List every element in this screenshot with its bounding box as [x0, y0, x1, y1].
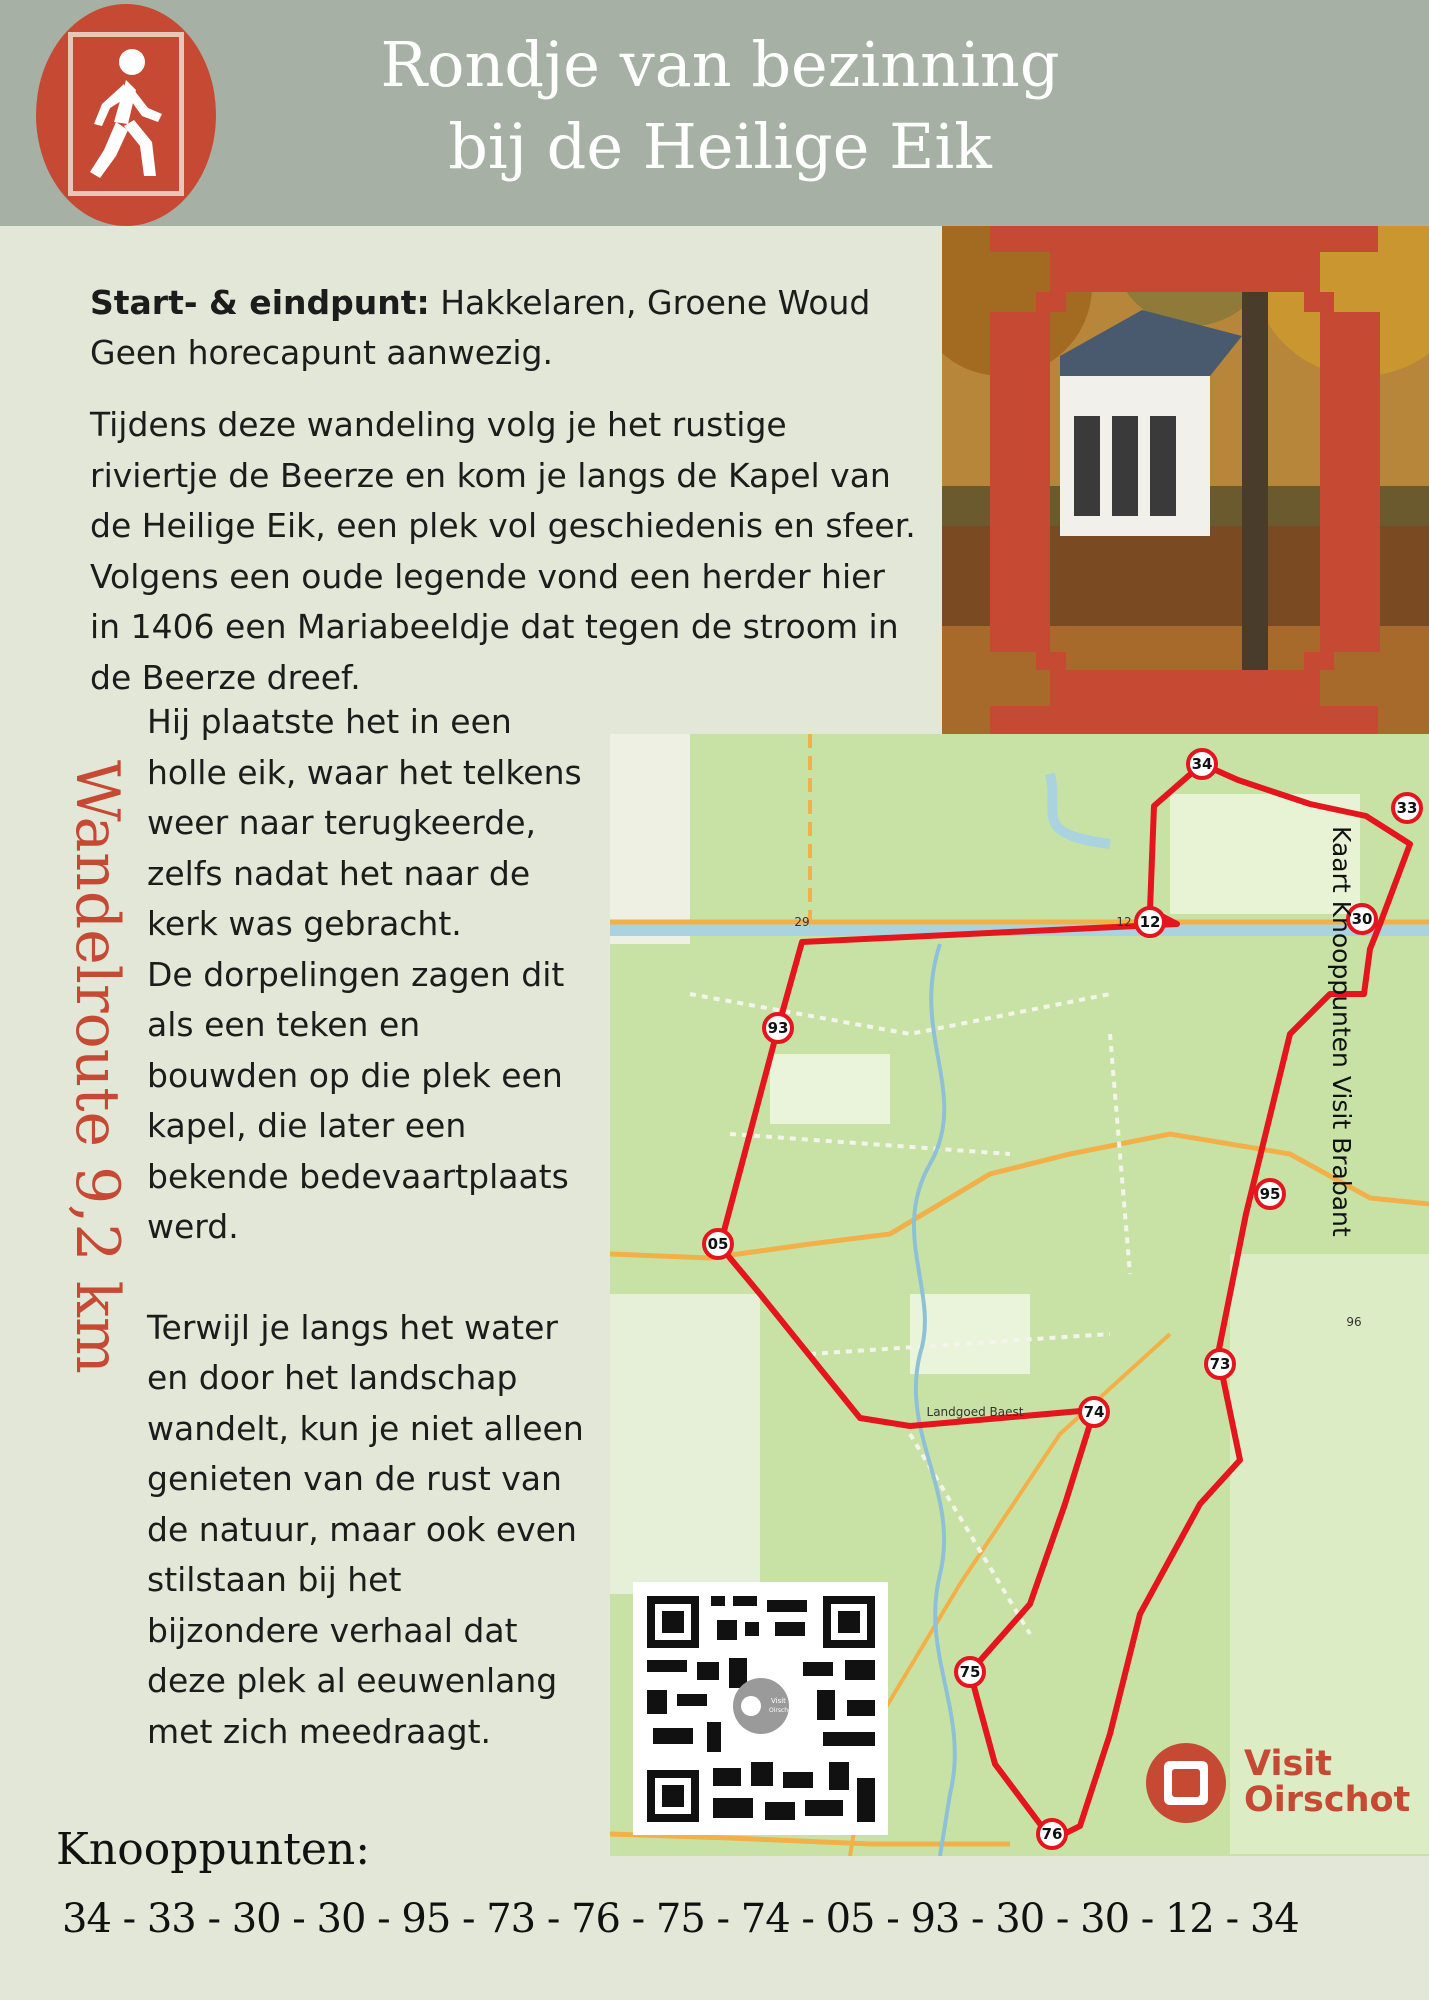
node-34	[1188, 750, 1216, 778]
map-caption: Kaart Knooppunten Visit Brabant	[1327, 826, 1356, 1237]
visit-oirschot-logo	[1146, 1741, 1411, 1831]
small-label-12: 12	[1116, 915, 1132, 929]
story-paragraph-2: Hij plaatste het in een holle eik, waar het telkens weer naar terugkeerde, zelfs nadat het naar de kerk was gebracht. De dorpelingen zagen dit als een teken en bouwden op die plek een kapel, die later een bekende bedevaartplaats werd.	[147, 702, 582, 1246]
title-line-1: Rondje van bezinning	[380, 28, 1060, 101]
visit-oirschot-icon	[1146, 1743, 1226, 1823]
node-76	[1038, 1820, 1066, 1848]
node-93	[764, 1014, 792, 1042]
svg-text:76: 76	[1041, 1825, 1063, 1843]
header-banner	[0, 0, 1429, 226]
svg-text:12: 12	[1139, 913, 1161, 931]
node-05	[704, 1230, 732, 1258]
svg-text:73: 73	[1209, 1355, 1231, 1373]
page-title	[330, 24, 1110, 188]
node-12	[1136, 908, 1164, 936]
svg-text:75: 75	[959, 1663, 981, 1681]
svg-text:34: 34	[1191, 755, 1213, 773]
knooppunten-sequence: 34 - 33 - 30 - 30 - 95 - 73 - 76 - 75 - 74 - 05 - 93 - 30 - 30 - 12 - 34	[62, 1896, 1299, 1942]
node-33	[1393, 794, 1421, 822]
brand-line-2: Oirschot	[1244, 1780, 1411, 1820]
start-point	[90, 278, 910, 328]
svg-text:93: 93	[767, 1019, 789, 1037]
intro-block	[90, 278, 910, 378]
story-paragraph-3: Terwijl je langs het water en door het landschap wandelt, kun je niet alleen genieten van de rust van de natuur, maar ook even stilstaan bij het bijzondere verhaal dat deze plek al eeuwenlang met zich meedraagt.	[147, 1307, 584, 1751]
brand-line-1: Visit	[1244, 1744, 1333, 1784]
knooppunten-heading: Knooppunten:	[56, 1824, 371, 1875]
qr-code[interactable]	[633, 1582, 888, 1835]
svg-text:33: 33	[1396, 799, 1418, 817]
start-value: Hakkelaren, Groene Woud	[429, 283, 871, 322]
node-73	[1206, 1350, 1234, 1378]
svg-text:30: 30	[1351, 910, 1373, 928]
start-label: Start- & eindpunt:	[90, 283, 430, 322]
svg-text:95: 95	[1259, 1185, 1281, 1203]
node-74	[1080, 1398, 1108, 1426]
story-column	[147, 697, 607, 1757]
qr-center-oirschot: Oirschot	[769, 1707, 795, 1714]
small-label-96: 96	[1346, 1315, 1362, 1329]
route-distance-label: Wandelroute 9,2 km	[62, 760, 132, 1374]
small-label-29: 29	[794, 915, 810, 929]
walking-person-icon	[74, 46, 178, 186]
svg-text:05: 05	[707, 1235, 729, 1253]
story-paragraph-1: Tijdens deze wandeling volg je het rustige riviertje de Beerze en kom je langs de Kapel van de Heilige Eik, een plek vol geschiedenis en sfeer. Volgens een oude legende vond een herder hier in 1406 een Mariabeeldje dat tegen de stroom in de Beerze dreef.	[90, 405, 916, 697]
qr-center-visit: Visit	[771, 1697, 786, 1705]
place-landgoed-baest: Landgoed Baest	[926, 1405, 1024, 1419]
node-75	[956, 1658, 984, 1686]
walking-route-logo	[36, 4, 216, 226]
title-line-2: bij de Heilige Eik	[448, 110, 992, 183]
svg-text:74: 74	[1083, 1403, 1105, 1421]
chapel-photo	[942, 226, 1429, 734]
node-95	[1256, 1180, 1284, 1208]
horeca-note: Geen horecapunt aanwezig.	[90, 333, 553, 372]
